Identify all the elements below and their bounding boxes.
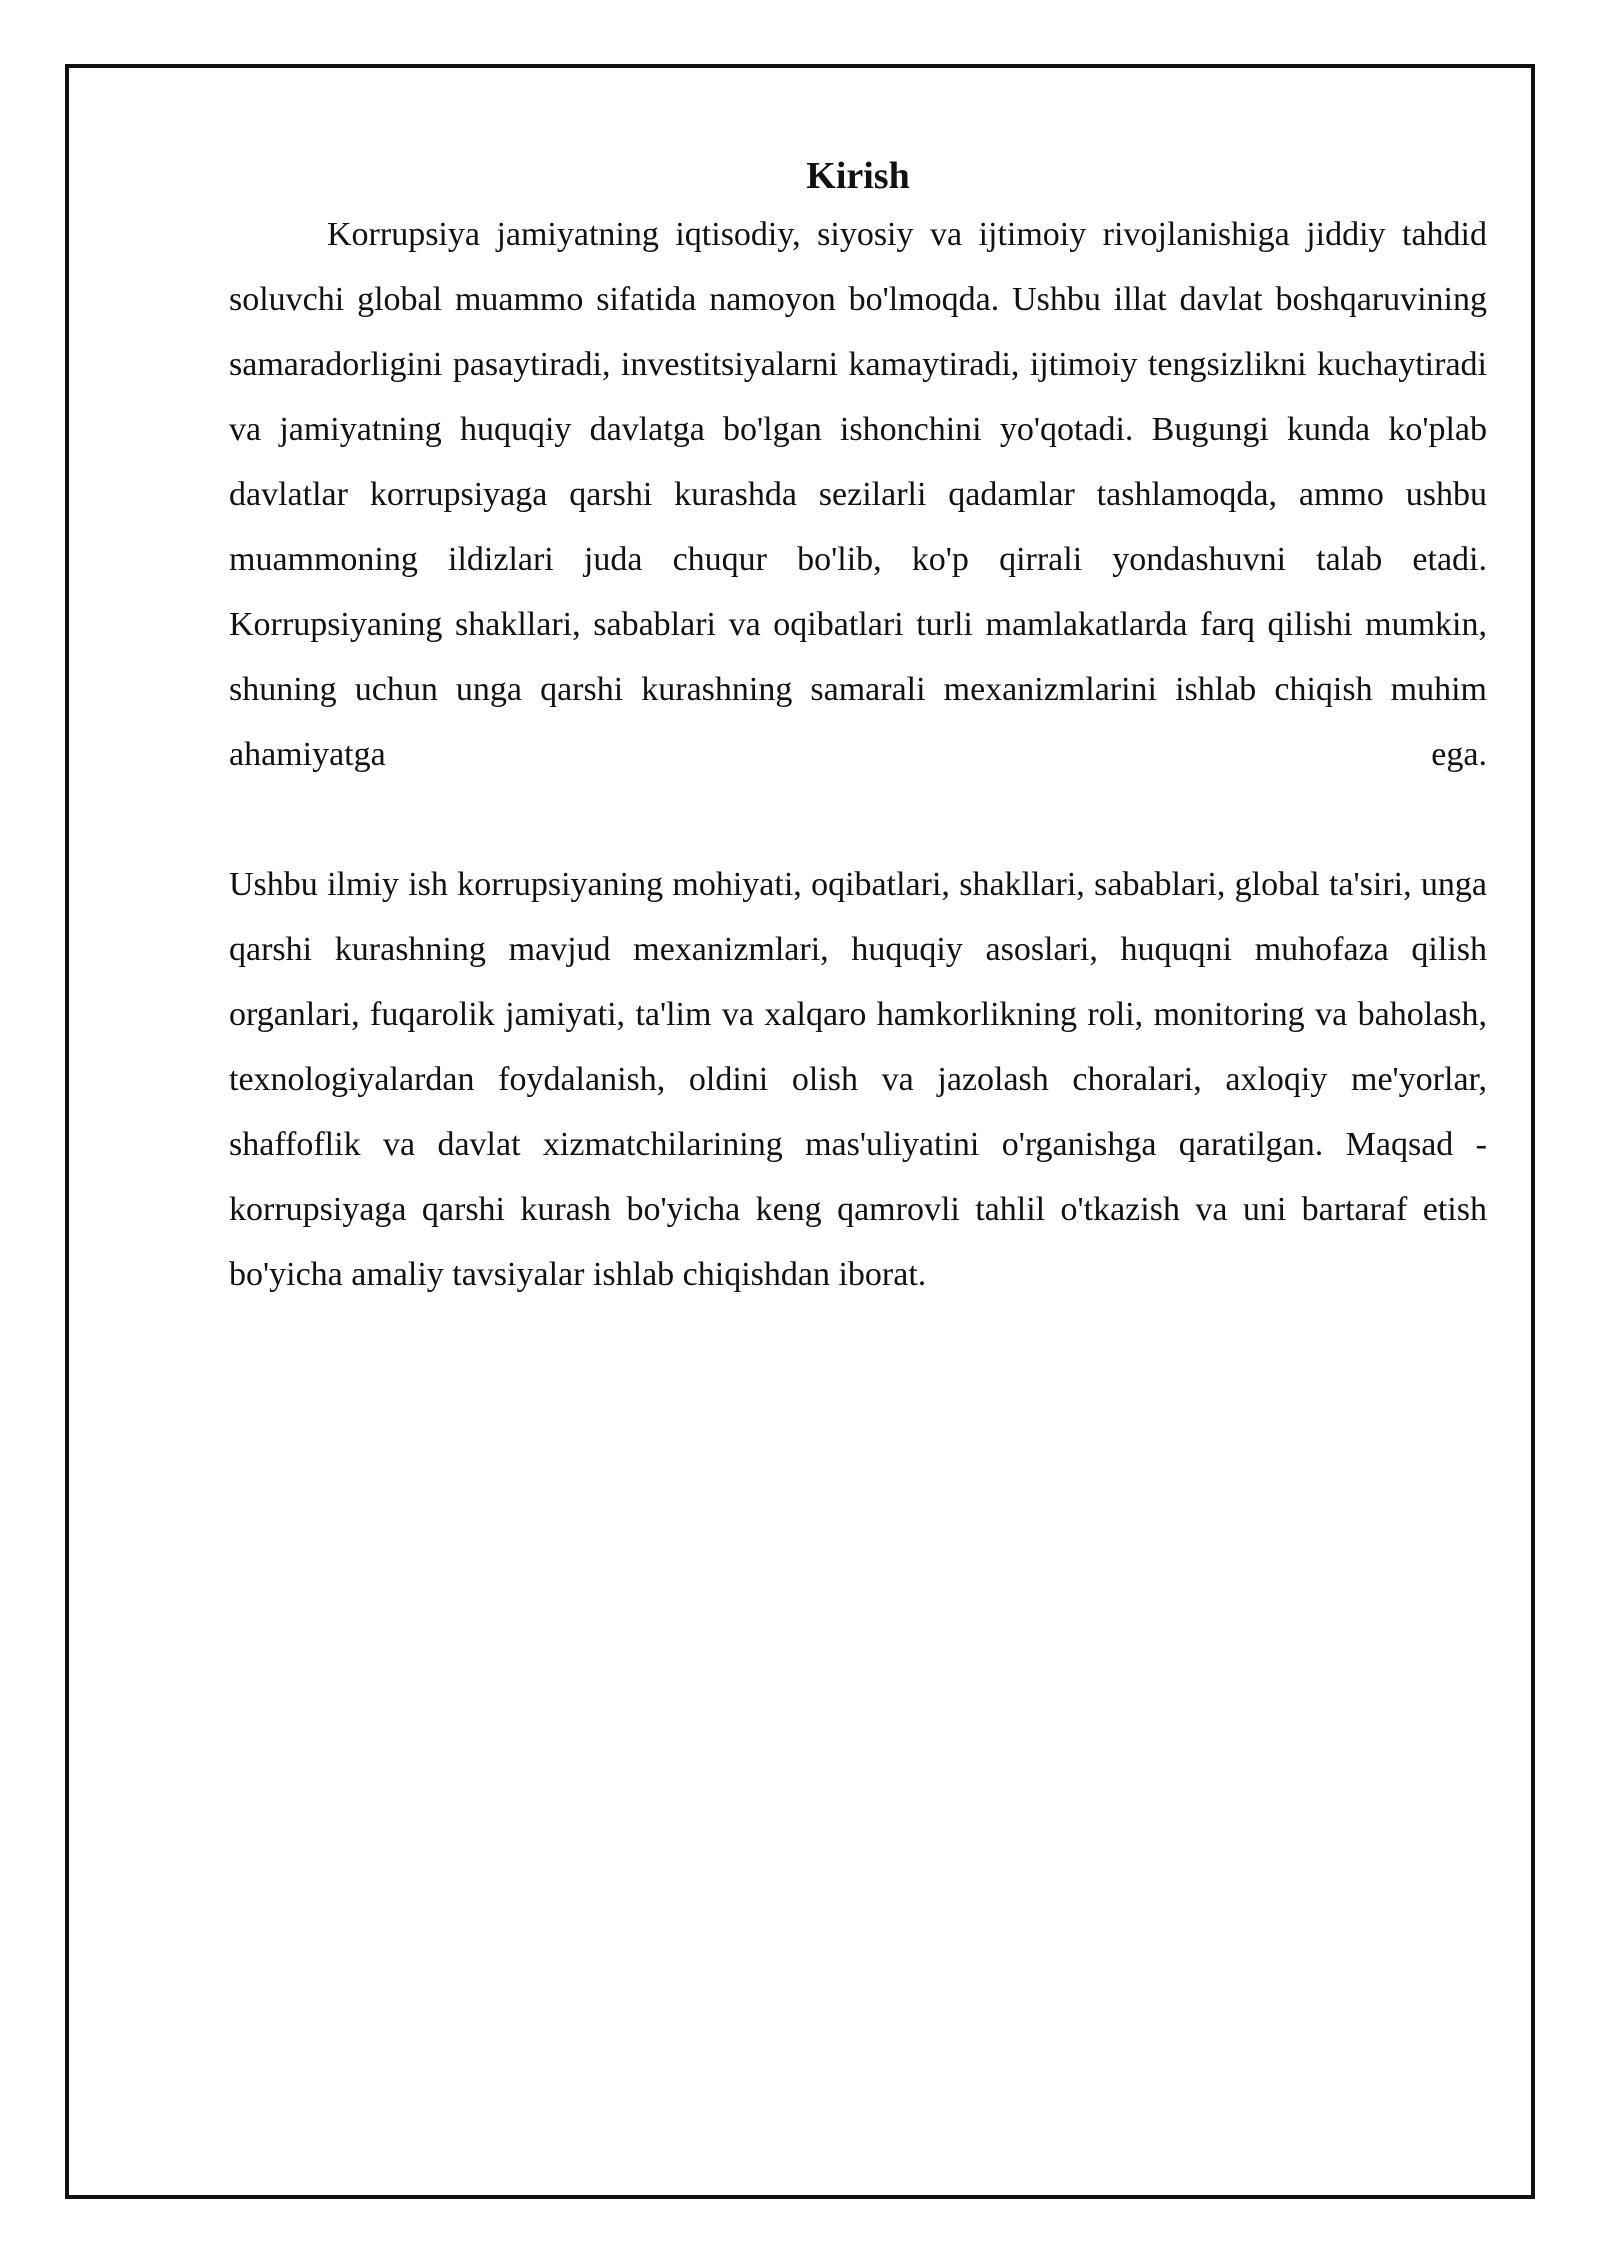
paragraph-spacer — [229, 787, 1487, 852]
intro-paragraph-1: Korrupsiya jamiyatning iqtisodiy, siyosiy va ijtimoiy rivojlanishiga jiddiy tahdid soluvchi global muammo sifatida namoyon bo'lmoqda. Ushbu illat davlat boshqaruvining samaradorligini pasaytiradi, investitsiyalarni kamaytiradi, ijtimoiy tengsizlikni kuchaytiradi va jamiyatning huquqiy davlatga bo'lgan ishonchini yo'qotadi. Bugungi kunda ko'plab davlatlar korrupsiyaga qarshi kurashda sezilarli qadamlar tashlamoqda, ammo ushbu muammoning ildizlari juda chuqur bo'lib, ko'p qirrali yondashuvni talab etadi. Korrupsiyaning shakllari, sabablari va oqibatlari turli mamlakatlarda farq qilishi mumkin, shuning uchun unga qarshi kurashning samarali mexanizmlarini ishlab chiqish muhim ahamiyatga ega. — [229, 216, 1487, 773]
document-body — [229, 150, 1487, 1307]
intro-paragraph-2: Ushbu ilmiy ish korrupsiyaning mohiyati, oqibatlari, shakllari, sabablari, global ta'siri, unga qarshi kurashning mavjud mexanizmlari, huquqiy asoslari, huquqni muhofaza qilish organlari, fuqarolik jamiyati, ta'lim va xalqaro hamkorlikning roli, monitoring va baholash, texnologiyalardan foydalanish, oldini olish va jazolash choralari, axloqiy me'yorlar, shaffoflik va davlat xizmatchilarining mas'uliyatini o'rganishga qaratilgan. Maqsad - korrupsiyaga qarshi kurash bo'yicha keng qamrovli tahlil o'tkazish va uni bartaraf etish bo'yicha amaliy tavsiyalar ishlab chiqishdan iborat. — [229, 866, 1487, 1293]
page-title: Kirish — [806, 155, 910, 197]
